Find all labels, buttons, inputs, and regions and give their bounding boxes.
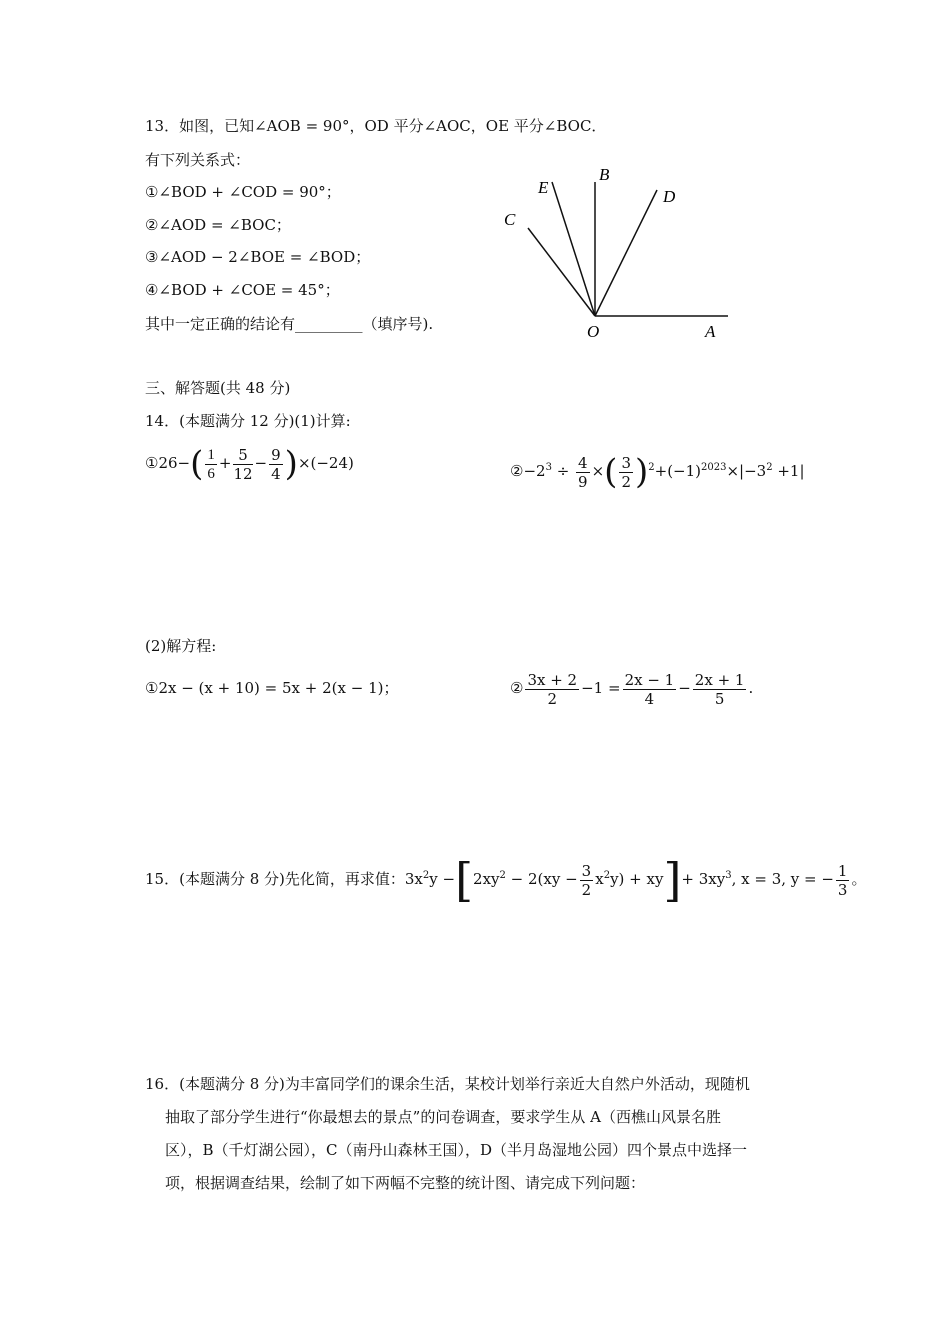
- ray-od: [595, 190, 657, 316]
- label-d: D: [663, 187, 676, 206]
- q13-relation-4: ④∠BOD + ∠COE = 45°；: [145, 281, 340, 299]
- q14-calc-1: ①26−( $\frac{1}{6}$ + $\frac{5}{12}$ − $\frac{9}{4}$ )×(−24): [145, 444, 354, 484]
- label-b: B: [599, 165, 610, 184]
- q14-part2-title: (2)解方程:: [145, 637, 217, 655]
- q14-equation-1: ①2x − (x + 10) = 5x + 2(x − 1)；: [145, 679, 399, 697]
- section-title: 三、解答题(共 48 分): [145, 379, 291, 397]
- q14-equation-2: ② $\frac{3x + 2}{2}$ −1 = $\frac{2x - 1}{4}$ − $\frac{2x + 1}{5}$ .: [510, 670, 754, 708]
- q16-line3: 区），B（千灯湖公园），C（南丹山森林王国），D（半月岛湿地公园）四个景点中选择一: [165, 1141, 748, 1159]
- q16-line1: 16．(本题满分 8 分)为丰富同学们的课余生活，某校计划举行亲近大自然户外活动，现随机: [145, 1075, 750, 1093]
- q13-fill-blank: 其中一定正确的结论有_________（填序号).: [145, 315, 434, 333]
- q14-calc-2: $②-2^3$ ÷ $\frac{4}{9}$ ×( $\frac{3}{2}$ )$^2+(-1)^{2023}\times|-3^2 +1|$: [510, 452, 805, 492]
- q13-relation-2: ②∠AOD = ∠BOC；: [145, 216, 291, 234]
- q16-line2: 抽取了部分学生进行“你最想去的景点”的问卷调查，要求学生从 A（西樵山风景名胜: [165, 1108, 721, 1126]
- q13-relation-3: ③∠AOD − 2∠BOE = ∠BOD；: [145, 248, 371, 266]
- label-o: O: [587, 322, 600, 341]
- q14-title: 14．(本题满分 12 分)(1)计算:: [145, 412, 351, 430]
- label-e: E: [538, 178, 549, 197]
- label-c: C: [504, 210, 516, 229]
- q13-line1: 13．如图，已知∠AOB = 90°，OD 平分∠AOC，OE 平分∠BOC．: [145, 117, 607, 135]
- q15-line: 15．(本题满分 8 分)先化简，再求值：$3x^2y -[2xy^2 - 2(xy$ − $\frac{3}{2}$ $x^2y) + xy]+ 3xy^3$, x = 3, y = − $\frac{1}{3}$ 。: [145, 853, 867, 907]
- angle-figure: [490, 160, 750, 350]
- q13-line2: 有下列关系式：: [145, 151, 251, 169]
- ray-oe: [552, 182, 595, 316]
- ray-oc: [528, 228, 595, 316]
- q16-line4: 项，根据调查结果，绘制了如下两幅不完整的统计图、请完成下列问题：: [165, 1174, 646, 1192]
- label-a: A: [705, 322, 716, 341]
- q13-relation-1: ①∠BOD + ∠COD = 90°；: [145, 183, 341, 201]
